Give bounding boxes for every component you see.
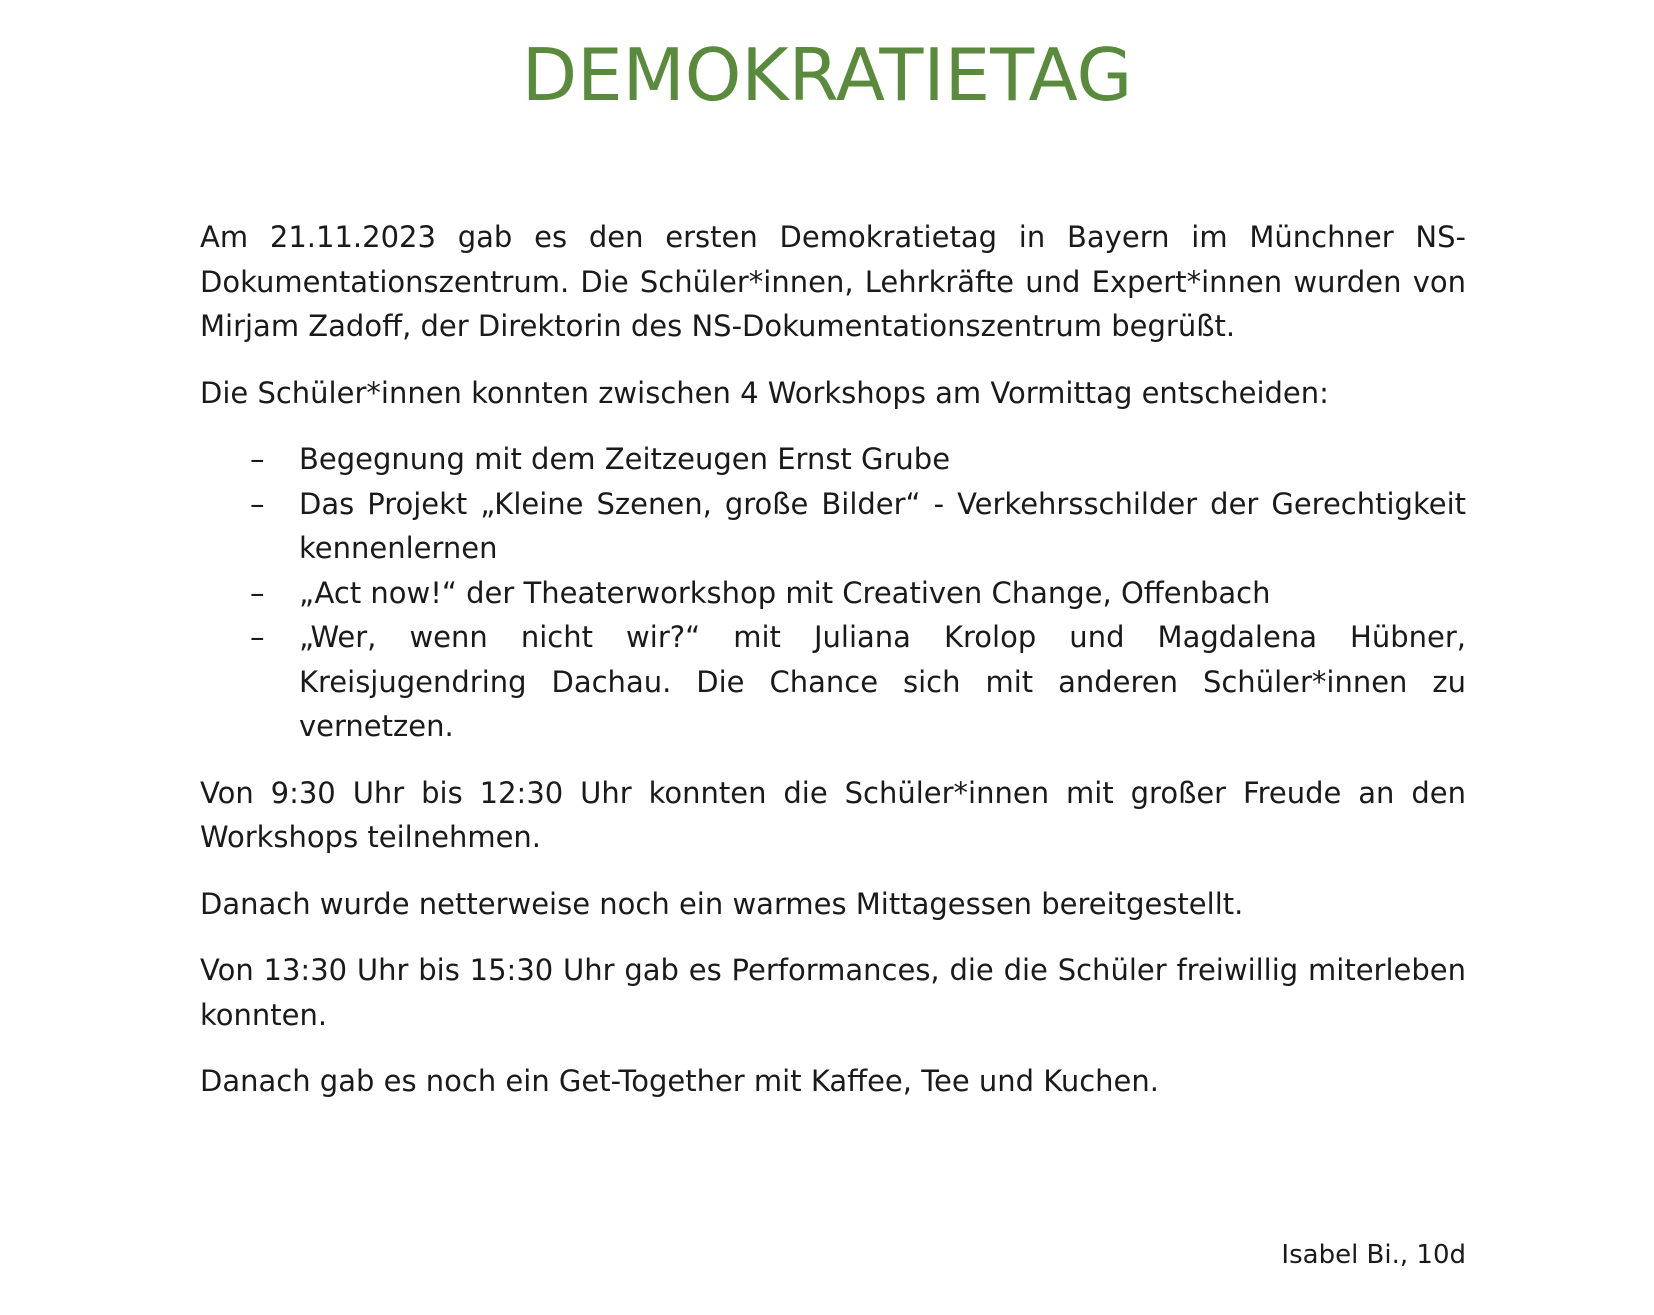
workshop-intro-paragraph: Die Schüler*innen konnten zwischen 4 Workshops am Vormittag entscheiden:: [200, 375, 1329, 410]
list-item: [200, 571, 1466, 616]
article-body: [200, 215, 1466, 1126]
workshop-text: Das Projekt „Kleine Szenen, große Bilder“ - Verkehrsschilder der Gerechtigkeit kennenlernen: [299, 486, 1466, 565]
intro-paragraph: Am 21.11.2023 gab es den ersten Demokratietag in Bayern im Münchner NS-Dokumentationszentrum. Die Schüler*innen, Lehrkräfte und Expert*innen wurden von Mirjam Zadoff, der Direktorin des NS-Dokumentationszentrum begrüßt.: [200, 220, 1466, 343]
workshop-text: Begegnung mit dem Zeitzeugen Ernst Grube: [299, 442, 951, 476]
lunch-paragraph: Danach wurde netterweise noch ein warmes Mittagessen bereitgestellt.: [200, 886, 1244, 921]
workshop-text: „Wer, wenn nicht wir?“ mit Juliana Krolop und Magdalena Hübner, Kreisjugendring Dachau. Die Chance sich mit anderen Schüler*innen zu vernetzen.: [299, 620, 1466, 743]
schedule-afternoon-paragraph: Von 13:30 Uhr bis 15:30 Uhr gab es Performances, die die Schüler freiwillig miterleben konnten.: [200, 953, 1466, 1032]
list-item: [200, 482, 1466, 571]
list-dash: –: [250, 620, 265, 654]
schedule-morning-paragraph: Von 9:30 Uhr bis 12:30 Uhr konnten die Schüler*innen mit großer Freude an den Workshops teilnehmen.: [200, 775, 1466, 854]
list-dash: –: [250, 575, 265, 610]
closing-paragraph: Danach gab es noch ein Get-Together mit Kaffee, Tee und Kuchen.: [200, 1064, 1159, 1098]
workshop-list: [200, 437, 1466, 749]
list-item: [200, 615, 1466, 749]
page-title: DEMOKRATIETAG: [521, 33, 1133, 117]
list-dash: –: [250, 442, 265, 476]
list-dash: –: [250, 486, 265, 521]
workshop-text: „Act now!“ der Theaterworkshop mit Creativen Change, Offenbach: [299, 575, 1271, 610]
author-signature: Isabel Bi., 10d: [1281, 1240, 1466, 1270]
list-item: [200, 437, 1466, 482]
